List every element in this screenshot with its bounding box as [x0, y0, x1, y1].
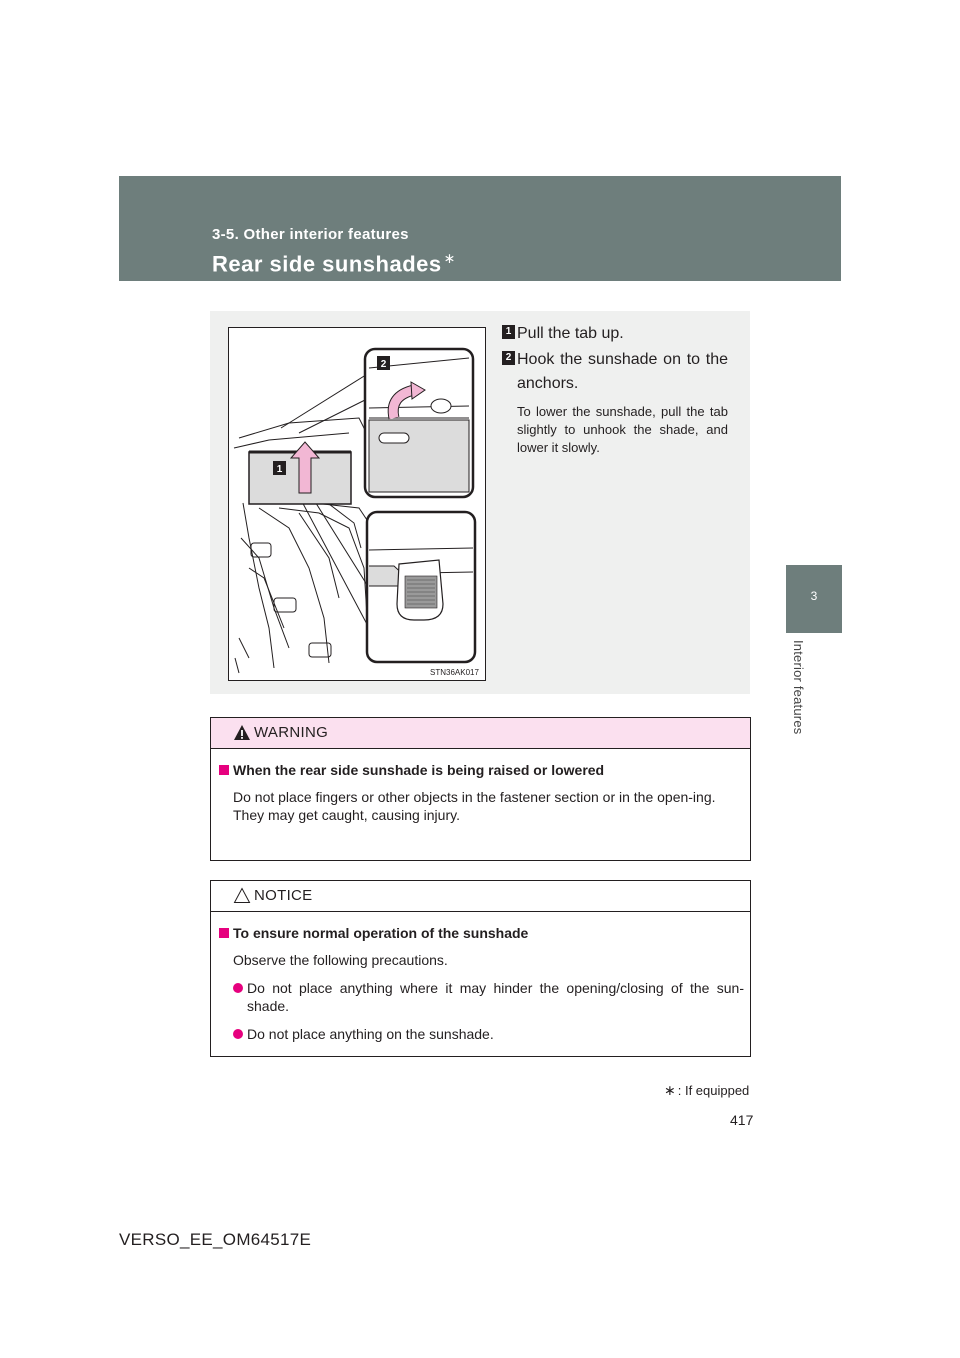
warning-text	[217, 788, 744, 824]
warning-line-1: Do not place fingers or other objects in the fastener section or in the open-ing.	[233, 789, 716, 805]
chapter-tab: 3	[786, 565, 842, 633]
page-title	[212, 250, 456, 277]
round-bullet-icon	[233, 1029, 243, 1039]
notice-bullet-1-text: Do not place anything where it may hinder the opening/closing of the sun-shade.	[247, 980, 744, 1014]
step-1-number: 1	[502, 325, 515, 339]
notice-subheading	[217, 924, 744, 942]
footnote-text: : If equipped	[677, 1083, 750, 1098]
square-bullet-icon	[219, 928, 229, 938]
footnote	[664, 1082, 749, 1099]
title-asterisk: ∗	[443, 250, 456, 266]
document-code: VERSO_EE_OM64517E	[119, 1230, 312, 1249]
warning-subheading	[217, 761, 744, 779]
round-bullet-icon	[233, 983, 243, 993]
lowering-note: To lower the sunshade, pull the tab slightly to unhook the shade, and lower it slowly.	[517, 404, 728, 455]
section-label: 3-5. Other interior features	[212, 226, 409, 243]
page-title-text: Rear side sunshades	[212, 251, 442, 277]
callout-2: 2	[380, 359, 387, 370]
step-1-text: Pull the tab up.	[517, 325, 624, 342]
figure-code: STN36AK017	[430, 668, 479, 677]
notice-body	[211, 912, 750, 1043]
step-2	[502, 348, 728, 396]
warning-subheading-text: When the rear side sunshade is being raised or lowered	[233, 762, 605, 778]
notice-subheading-text: To ensure normal operation of the sunshade	[233, 925, 529, 941]
page-number: 417	[730, 1112, 754, 1128]
notice-box	[210, 880, 751, 1057]
warning-header	[211, 718, 750, 749]
illustration-drawing	[229, 328, 485, 680]
square-bullet-icon	[219, 765, 229, 775]
warning-line-2: They may get caught, causing injury.	[233, 807, 460, 823]
warning-label: WARNING	[254, 724, 329, 741]
warning-box	[210, 717, 751, 861]
notice-bullet-1	[217, 979, 744, 1015]
warning-body	[211, 749, 750, 824]
notice-label: NOTICE	[254, 887, 313, 904]
notice-bullet-2	[217, 1025, 744, 1043]
caution-outline-icon	[233, 887, 251, 904]
warning-icon	[233, 724, 251, 741]
notice-intro: Observe the following precautions.	[233, 952, 448, 968]
chapter-label: Interior features	[791, 640, 806, 735]
step-1	[502, 322, 728, 346]
step-2-number: 2	[502, 351, 515, 365]
notice-header	[211, 881, 750, 912]
callout-1: 1	[276, 464, 283, 475]
notice-bullet-2-text: Do not place anything on the sunshade.	[247, 1026, 494, 1042]
sunshade-illustration	[228, 327, 486, 681]
footnote-asterisk: ∗	[664, 1082, 676, 1098]
step-2-text: Hook the sunshade on to the anchors.	[517, 351, 728, 392]
